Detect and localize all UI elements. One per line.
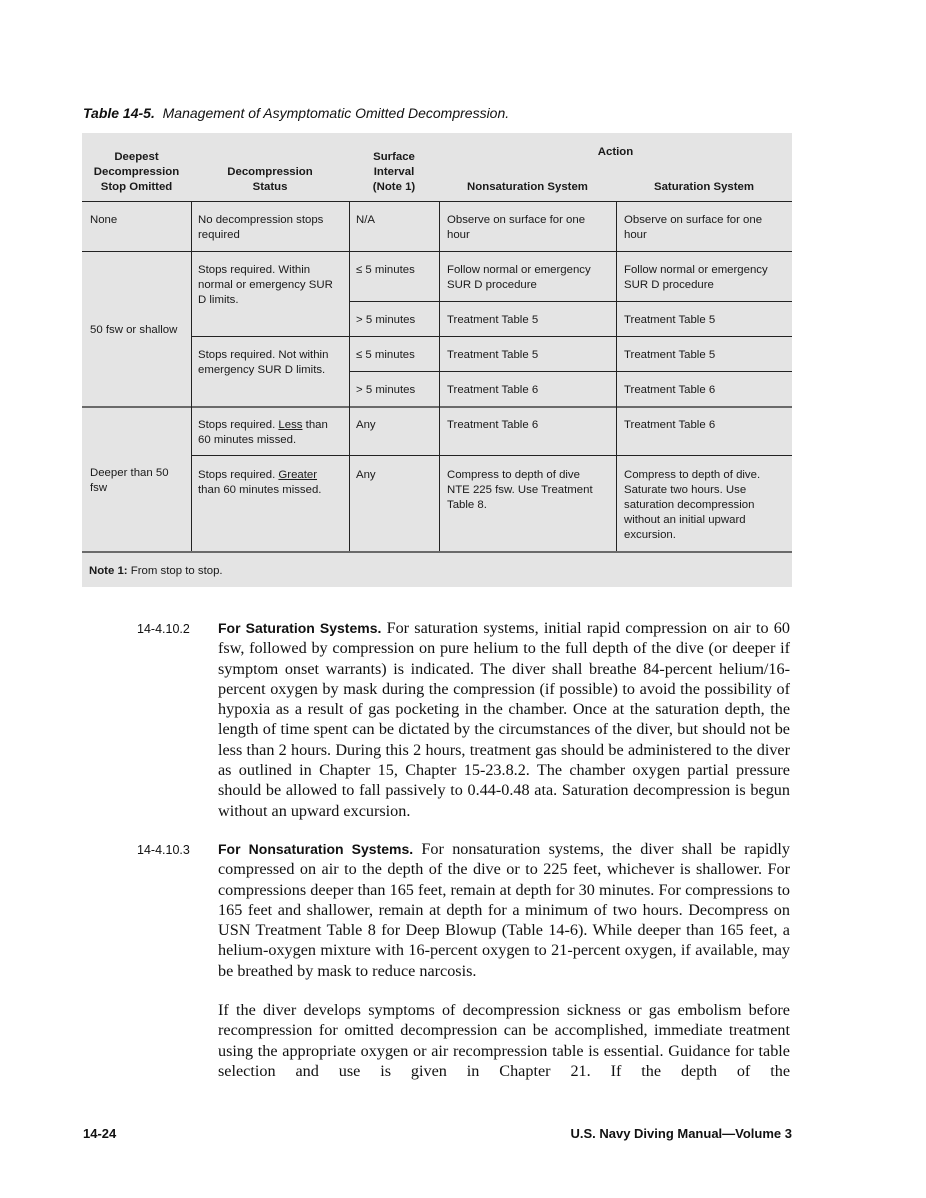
header-status [191, 165, 349, 195]
cell-status: No decompression stops required [198, 214, 324, 241]
header-action: Action [597, 146, 634, 158]
header-line: Decompression [93, 166, 180, 178]
cell-deepest-stop: 50 fsw or shallow [90, 324, 178, 336]
paragraph-nonsaturation-systems [218, 839, 790, 981]
status-text: Stops required. [198, 469, 279, 481]
cell-interval: ≤ 5 minutes [356, 349, 415, 361]
cell-interval: > 5 minutes [356, 314, 416, 326]
cell-nonsaturation: Treatment Table 5 [447, 314, 539, 326]
header-line: Interval [373, 166, 415, 178]
header-surface-interval [349, 150, 439, 195]
paragraph-symptoms [218, 1000, 790, 1081]
status-text: Stops required. [198, 419, 279, 431]
row-divider [349, 301, 792, 302]
row-divider [191, 336, 792, 337]
paragraph-number: 14-4.10.2 [137, 622, 190, 636]
header-divider [82, 201, 792, 202]
omitted-decompression-table [82, 133, 792, 587]
header-deepest-stop [82, 150, 191, 195]
cell-status: Stops required. Within normal or emergency SUR D limits. [198, 264, 333, 306]
row-divider [82, 551, 792, 553]
cell-saturation: Follow normal or emergency SUR D procedure [624, 264, 768, 291]
cell-interval: N/A [356, 214, 375, 226]
cell-saturation: Treatment Table 6 [624, 419, 716, 431]
table-caption [83, 105, 509, 121]
cell-status [192, 418, 347, 448]
paragraph-saturation-systems [218, 618, 790, 821]
row-divider [82, 406, 792, 408]
cell-saturation: Compress to depth of dive. Saturate two hours. Use saturation decompression without an initial upward excursion. [624, 469, 761, 541]
paragraph-text: For saturation systems, initial rapid compression on air to 60 fsw, followed by compression on pure helium to the full depth of the dive (or deeper if symptom onset warrants) is indicated. The diver shall breathe 84-percent helium/16-percent oxygen by mask during the compression (if possible) to avoid the possibility of hypoxia as a result of gas pocketing in the chamber. Once at the saturation depth, the length of time spent can be dictated by the circumstances of the diver, but should not be less than 2 hours. During this 2 hours, treatment gas should be administered to the diver as outlined in Chapter 15, Chapter 15-23.8.2. The chamber oxygen partial pressure should be allowed to fall passively to 0.44-0.48 ata. Saturation decompression is begun without an upward excursion. [218, 619, 790, 820]
row-divider [191, 455, 792, 456]
paragraph-number: 14-4.10.3 [137, 843, 190, 857]
status-text: than 60 minutes missed. [198, 484, 322, 496]
paragraph-heading: For Saturation Systems. [218, 620, 382, 636]
status-emphasis: Less [278, 419, 303, 431]
cell-nonsaturation: Compress to depth of dive NTE 225 fsw. Use Treatment Table 8. [447, 469, 593, 511]
header-line: Status [252, 181, 288, 193]
cell-saturation: Treatment Table 5 [624, 314, 716, 326]
cell-interval: Any [356, 469, 376, 481]
cell-status: Stops required. Not within emergency SUR D limits. [198, 349, 329, 376]
cell-nonsaturation: Treatment Table 6 [447, 384, 539, 396]
header-line: Deepest [114, 151, 159, 163]
header-line: Stop Omitted [100, 181, 173, 193]
header-nonsaturation: Nonsaturation System [467, 181, 588, 193]
status-emphasis: Greater [278, 469, 318, 481]
cell-interval: ≤ 5 minutes [356, 264, 415, 276]
table-caption-title: Management of Asymptomatic Omitted Decompression. [162, 105, 510, 121]
column-divider [616, 201, 617, 551]
cell-status [192, 468, 347, 498]
cell-interval: Any [356, 419, 376, 431]
cell-saturation: Treatment Table 6 [624, 384, 716, 396]
cell-deepest-stop: None [90, 214, 118, 226]
row-divider [349, 371, 792, 372]
header-saturation: Saturation System [653, 181, 754, 193]
paragraph-text: If the diver develops symptoms of decompression sickness or gas embolism before recompression for omitted decompression can be accomplished, immediate treatment using the appropriate oxygen or air recompression table is essential. Guidance for table selection and use is given in Chapter 21. If the depth of the [218, 1001, 790, 1080]
column-divider [439, 201, 440, 551]
note-label: Note 1: [89, 565, 128, 577]
cell-nonsaturation: Treatment Table 6 [447, 419, 539, 431]
page-number: 14-24 [83, 1126, 117, 1141]
cell-interval: > 5 minutes [356, 384, 416, 396]
cell-deepest-stop: Deeper than 50 fsw [90, 467, 169, 494]
cell-nonsaturation: Follow normal or emergency SUR D procedure [447, 264, 591, 291]
paragraph-heading: For Nonsaturation Systems. [218, 841, 414, 857]
cell-saturation: Observe on surface for one hour [624, 214, 763, 241]
row-divider [82, 251, 792, 252]
header-line: (Note 1) [372, 181, 416, 193]
cell-nonsaturation: Observe on surface for one hour [447, 214, 586, 241]
column-divider [349, 201, 350, 551]
publication-title: U.S. Navy Diving Manual—Volume 3 [570, 1126, 792, 1141]
cell-nonsaturation: Treatment Table 5 [447, 349, 539, 361]
paragraph-text: For nonsaturation systems, the diver shall be rapidly compressed on air to the depth of the dive or to 225 feet, whichever is shallower. For compressions deeper than 165 feet, remain at depth for 30 minutes. For compressions to 165 feet and shallower, remain at depth for a minimum of two hours. Decompress on USN Treatment Table 8 for Deep Blowup (Table 14-6). While deeper than 165 feet, a helium-oxygen mixture with 16-percent oxygen to 21-percent oxygen, if available, may be breathed by mask to reduce narcosis. [218, 840, 790, 980]
header-line: Decompression [227, 166, 313, 178]
table-caption-label: Table 14-5. [83, 105, 155, 121]
status-text: than 60 minutes missed. [198, 419, 328, 446]
note-text: From stop to stop. [127, 565, 223, 577]
header-line: Surface [373, 151, 415, 163]
table-note [89, 565, 223, 577]
cell-saturation: Treatment Table 5 [624, 349, 716, 361]
